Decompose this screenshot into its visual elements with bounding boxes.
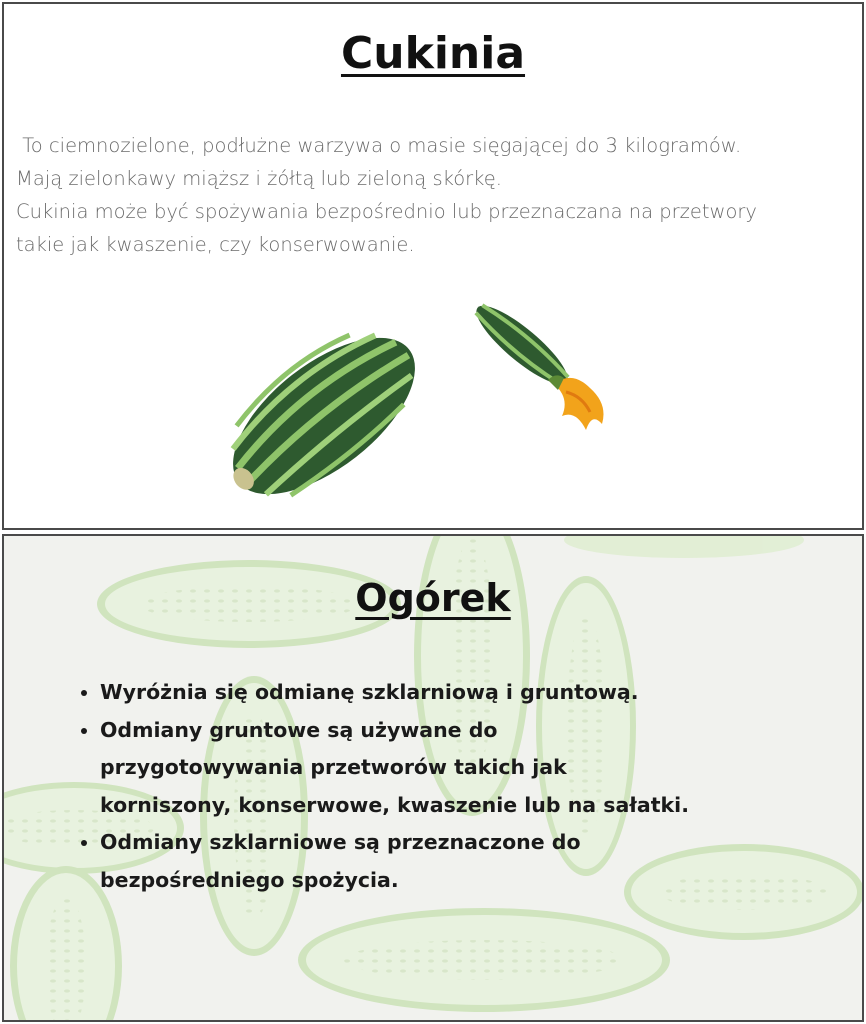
zucchini-text-line-3: Cukinia może być spożywania bezpośrednio lub przeznaczana na przetwory [16,200,757,223]
zucchini-text-line-1: To ciemnozielone, podłużne warzywa o masie sięgającej do 3 kilogramów. [16,134,742,157]
bullet-item [100,824,800,899]
zucchini-title: Cukinia [340,28,526,79]
zucchini-panel [2,2,864,530]
zucchini-image [214,324,434,509]
zucchini-text-line-4: takie jak kwaszenie, czy konserwowanie. [16,233,415,256]
bullet-line: bezpośredniego spożycia. [100,867,399,892]
zucchini-flower-image [462,300,612,445]
bullet-item [100,674,800,712]
bullet-line: korniszony, konserwowe, kwaszenie lub na sałatki. [100,792,689,817]
bullet-item [100,712,800,825]
cucumber-panel [2,534,864,1022]
cucumber-title: Ogórek [355,576,511,620]
cucumber-bullet-list [74,674,800,899]
bullet-line: Odmiany szklarniowe są przeznaczone do [100,830,581,854]
bullet-line: Wyróżnia się odmianę szklarniową i gruntową. [100,680,639,704]
bullet-line: Odmiany gruntowe są używane do [100,717,498,742]
zucchini-text-line-2: Mają zielonkawy miąższ i żółtą lub zieloną skórkę. [16,167,502,190]
bullet-line: przygotowywania przetworów takich jak [100,755,567,779]
